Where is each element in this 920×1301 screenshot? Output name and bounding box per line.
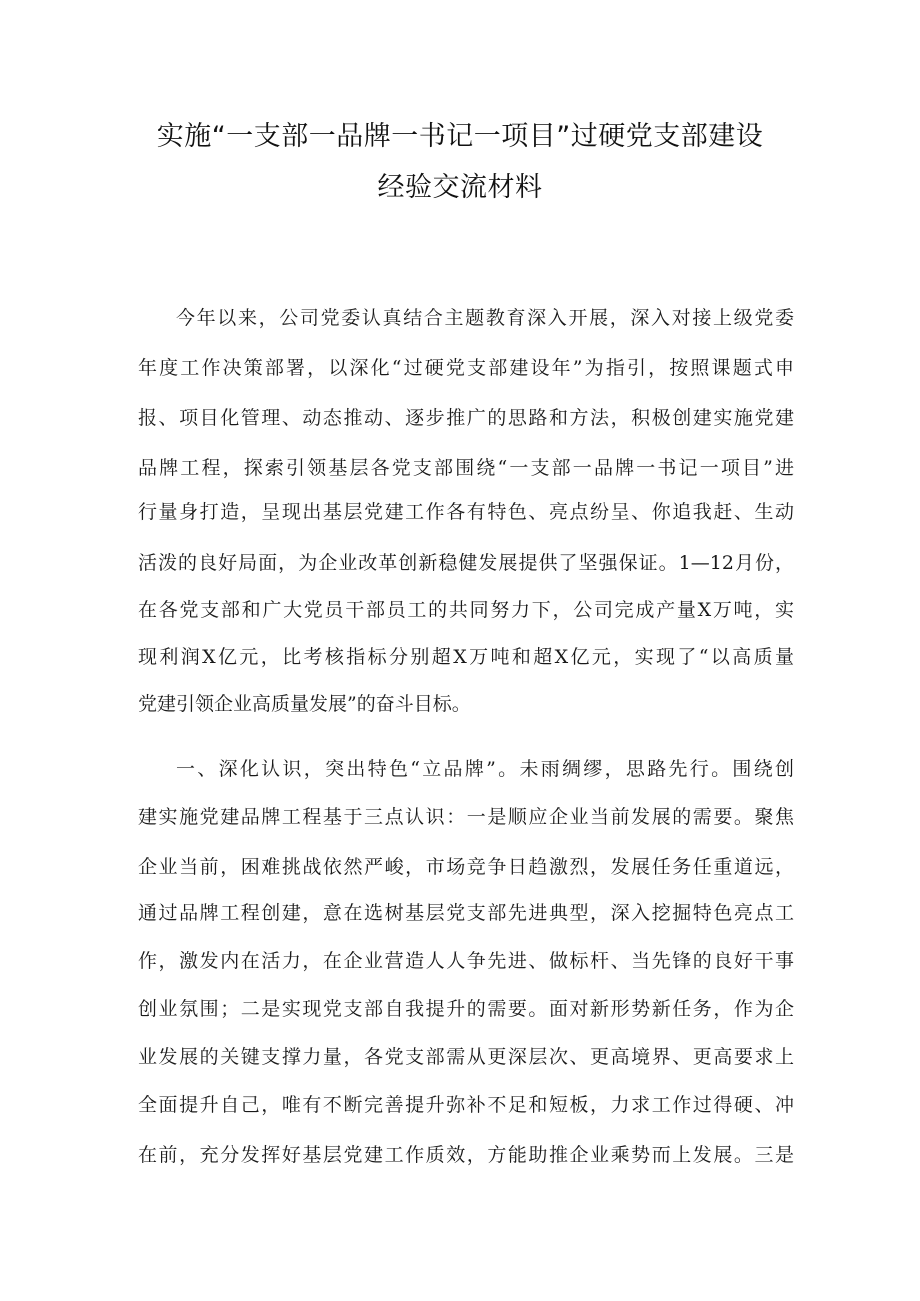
paragraph-2-line-1: 一、深化认识，突出特色“立品牌”。未雨绸缪，思路先行。围绕创 bbox=[176, 758, 794, 780]
paragraph-2-line-8: 全面提升自己，唯有不断完善提升弥补不足和短板，力求工作过得硬、冲 bbox=[138, 1094, 794, 1116]
paragraph-1-line-6: 活泼的良好局面，为企业改革创新稳健发展提供了坚强保证。1—12月份， bbox=[138, 552, 794, 574]
paragraph-1-line-7: 在各党支部和广大党员干部员工的共同努力下，公司完成产量X万吨，实 bbox=[138, 599, 794, 621]
document-title-line-2: 经验交流材料 bbox=[377, 172, 543, 203]
paragraph-1-line-8: 现利润X亿元，比考核指标分别超X万吨和超X亿元，实现了“以高质量 bbox=[138, 646, 794, 668]
paragraph-1-line-9: 党建引领企业高质量发展”的奋斗目标。 bbox=[138, 693, 471, 715]
paragraph-2-line-7: 业发展的关键支撑力量，各党支部需从更深层次、更高境界、更高要求上 bbox=[138, 1046, 794, 1068]
paragraph-1-line-5: 行量身打造，呈现出基层党建工作各有特色、亮点纷呈、你追我赶、生动 bbox=[138, 501, 794, 523]
paragraph-1-line-4: 品牌工程，探索引领基层各党支部围绕“一支部一品牌一书记一项目”进 bbox=[138, 457, 794, 479]
paragraph-2-line-5: 作，激发内在活力，在企业营造人人争先进、做标杆、当先锋的良好干事 bbox=[138, 950, 794, 972]
paragraph-1-line-2: 年度工作决策部署，以深化“过硬党支部建设年”为指引，按照课题式申 bbox=[138, 357, 794, 379]
paragraph-2-line-2: 建实施党建品牌工程基于三点认识：一是顺应企业当前发展的需要。聚焦 bbox=[138, 806, 794, 828]
paragraph-2-line-4: 通过品牌工程创建，意在选树基层党支部先进典型，深入挖掘特色亮点工 bbox=[138, 902, 794, 924]
paragraph-1-line-1: 今年以来，公司党委认真结合主题教育深入开展，深入对接上级党委 bbox=[176, 307, 794, 329]
paragraph-2-line-9: 在前，充分发挥好基层党建工作质效，方能助推企业乘势而上发展。三是 bbox=[138, 1144, 794, 1166]
paragraph-2-line-6: 创业氛围；二是实现党支部自我提升的需要。面对新形势新任务，作为企 bbox=[138, 998, 794, 1020]
paragraph-2-line-3: 企业当前，困难挑战依然严峻，市场竞争日趋激烈，发展任务任重道远， bbox=[138, 856, 794, 878]
document-title-line-1: 实施“一支部一品牌一书记一项目”过硬党支部建设 bbox=[156, 121, 764, 152]
paragraph-1-line-3: 报、项目化管理、动态推动、逐步推广的思路和方法，积极创建实施党建 bbox=[138, 407, 794, 429]
